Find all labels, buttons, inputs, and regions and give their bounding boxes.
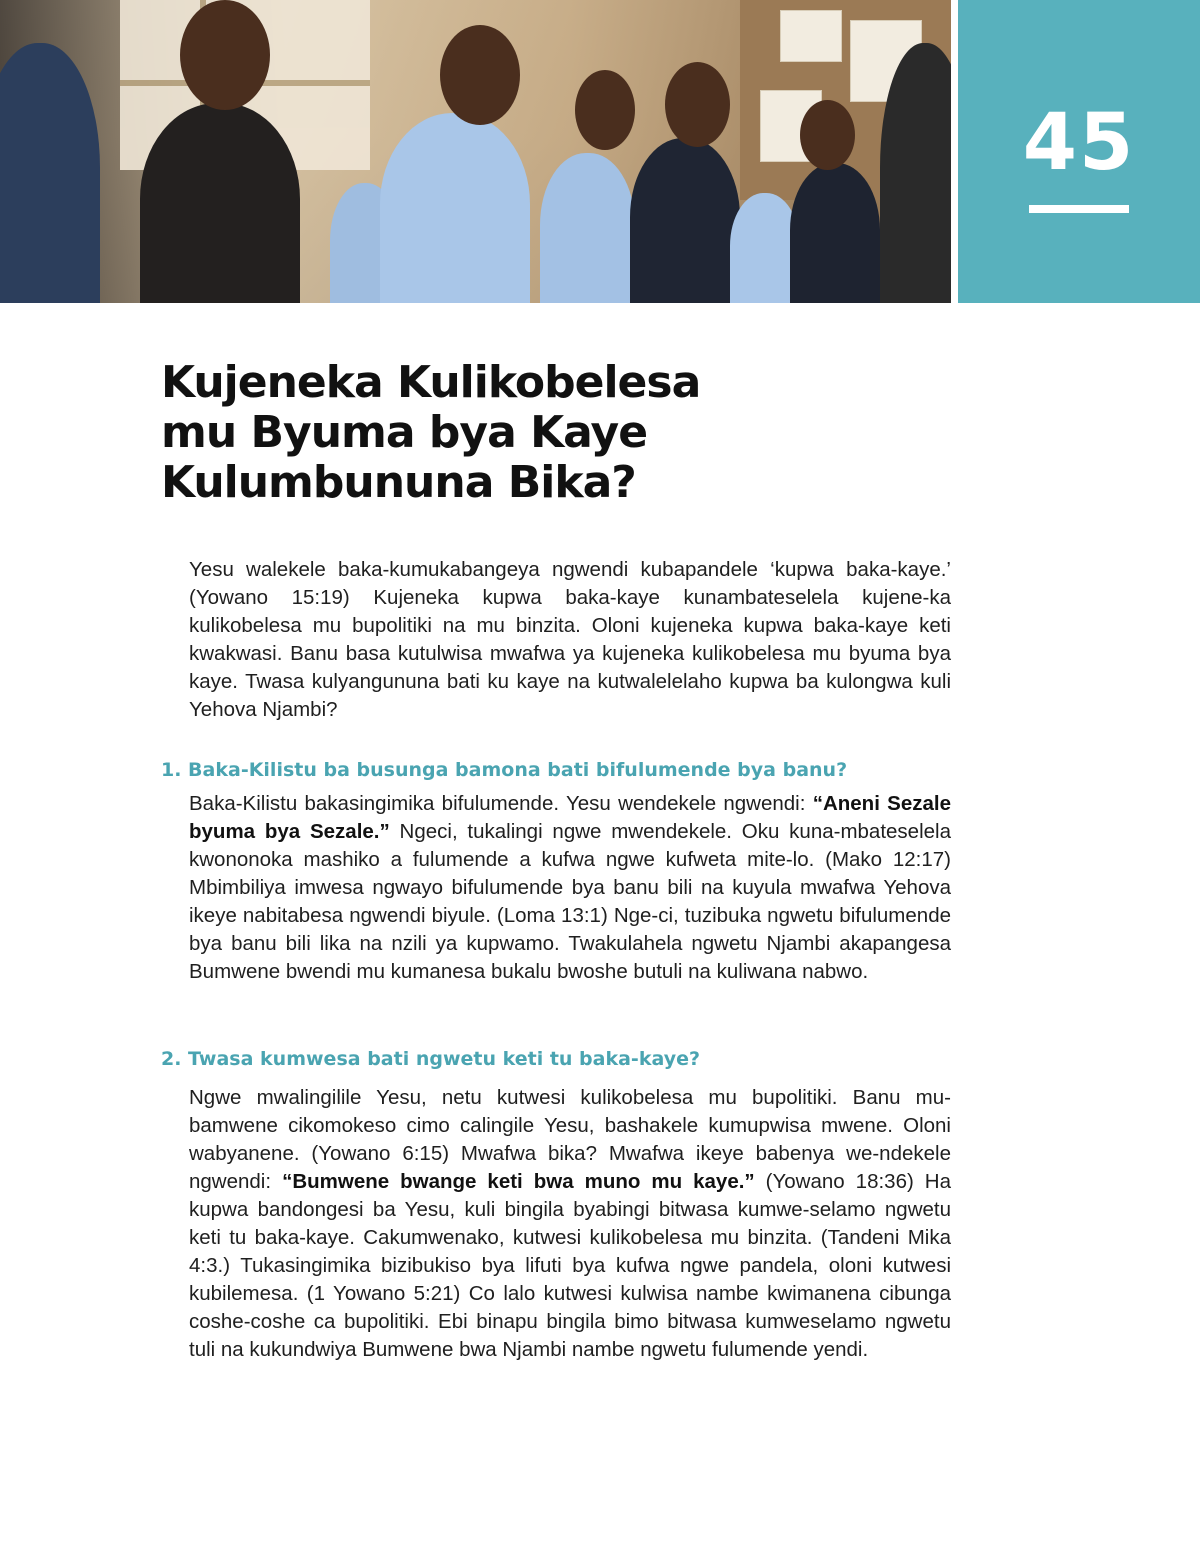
section-question: 2. Twasa kumwesa bati ngwetu keti tu baka-kaye? bbox=[161, 1048, 700, 1070]
photo-head bbox=[440, 25, 520, 125]
title-line: Kujeneka Kulikobelesa bbox=[161, 357, 701, 408]
photo-person bbox=[880, 43, 951, 303]
answer-text: (Yowano 18:36) Ha kupwa bandongesi ba Yesu, kuli bingila byabingi bitwasa kumwe-selamo ngwetu keti tu baka-kaye. Cakumwenako, kutwesi kulikobelesa mu binzita. (Tandeni Mika 4:3.) Tukasingimika bizibukiso bya lifuti bya kufwa ngwe pandela, oloni kutwesi kubilemesa. (1 Yowano 5:21) Co lalo kutwesi kulwisa nambe kwimanena cibunga coshe-coshe ca bupolitiki. Ebi binapu bingila bimo bitwasa kumweselamo ngwetu tuli na kukundwiya Bumwene bwa Njambi nambe ngwetu fulumende yendi. bbox=[189, 1170, 951, 1361]
header-photo bbox=[0, 0, 951, 303]
answer-text: Ngeci, tukalingi ngwe mwendekele. Oku kuna-mbateselela kwononoka mashiko a fulumende a kufwa ngwe kufweta mite-lo. (Mako 12:17) Mbimbiliya imwesa ngwayo bifulumende bya banu bili na kuyula mwafwa Yehova ikeye nabitabesa ngwendi biyule. (Loma 13:1) Nge-ci, tuzibuka ngwetu bifulumende bya banu bili lika na nzili ya kupwamo. Twakulahela ngwetu Njambi akapangesa Bumwene bwendi mu kumanesa bukalu bwoshe butuli na kuliwana nabwo. bbox=[189, 820, 951, 983]
photo-head bbox=[665, 62, 730, 147]
photo-head bbox=[180, 0, 270, 110]
photo-head bbox=[800, 100, 855, 170]
section-question: 1. Baka-Kilistu ba busunga bamona bati bifulumende bya banu? bbox=[161, 759, 848, 781]
photo-person bbox=[140, 103, 300, 303]
photo-poster bbox=[780, 10, 842, 62]
photo-person bbox=[380, 113, 530, 303]
answer-text: Ngwe mwalingilile Yesu, netu kutwesi kulikobelesa mu bupolitiki. Banu mu-bamwene cikomokeso cimo calingile Yesu, bashakele kumupwisa mwene. Oloni wabyanene. (Yowano 6:15) Mwafwa bika? Mwafwa ikeye babenya we-ndekele ngwendi: bbox=[189, 1086, 951, 1193]
lesson-number-box bbox=[958, 0, 1200, 303]
title-line: mu Byuma bya Kaye bbox=[161, 407, 648, 458]
lesson-number: 45 bbox=[1022, 98, 1136, 188]
photo-person bbox=[630, 138, 740, 303]
page-title bbox=[161, 358, 921, 508]
section-answer bbox=[189, 790, 951, 986]
scripture-quote: “Bumwene bwange keti bwa muno mu kaye.” bbox=[282, 1170, 755, 1193]
intro-paragraph: Yesu walekele baka-kumukabangeya ngwendi kubapandele ‘kupwa baka-kaye.’ (Yowano 15:19) Kujeneka kupwa baka-kaye kunambateselela kujene-ka kulikobelesa mu bupolitiki na mu binzita. Oloni kujeneka kupwa baka-kaye keti kwakwasi. Banu basa kutulwisa mwafwa ya kujeneka kulikobelesa mu byuma bya kaye. Twasa kulyangununa bati ku kaye na kutwalelelaho kupwa ba kulongwa kuli Yehova Njambi? bbox=[189, 558, 951, 721]
title-line: Kulumbununa Bika? bbox=[161, 457, 636, 508]
photo-head bbox=[575, 70, 635, 150]
section-answer bbox=[189, 1084, 951, 1364]
lesson-number-underline bbox=[1029, 205, 1129, 213]
photo-person bbox=[540, 153, 635, 303]
photo-person bbox=[790, 163, 880, 303]
answer-text: Baka-Kilistu bakasingimika bifulumende. Yesu wendekele ngwendi: bbox=[189, 792, 813, 815]
scripture-quote: “Aneni Sezale byuma bya Sezale.” bbox=[189, 792, 951, 843]
